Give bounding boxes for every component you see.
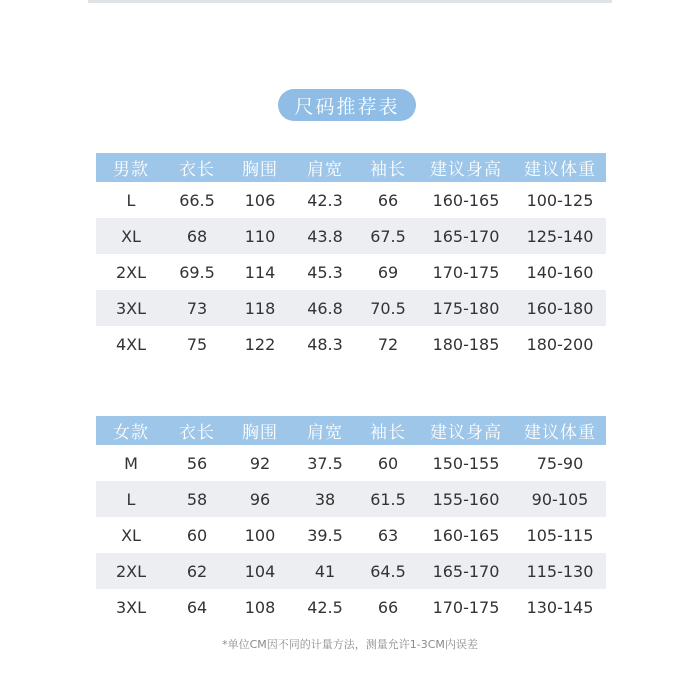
cell-height: 165-170 (418, 218, 514, 254)
cell-chest: 100 (244, 525, 276, 545)
cell-size: XL (121, 525, 141, 545)
cell-shoulder: 46.8 (292, 290, 358, 326)
cell-shoulder: 41 (292, 553, 358, 589)
table-row (96, 445, 606, 481)
cell-sleeve: 61.5 (358, 481, 418, 517)
cell-sleeve: 66 (377, 190, 399, 210)
column-shoulder: 肩宽 (292, 153, 358, 182)
women-size-table (96, 416, 606, 625)
cell-length: 64 (186, 597, 208, 617)
cell-size: XL (96, 218, 166, 254)
column-chest: 胸围 (228, 416, 292, 445)
cell-size: 3XL (96, 290, 166, 326)
cell-shoulder: 42.5 (307, 597, 343, 617)
column-weight: 建议体重 (514, 416, 606, 445)
cell-size: 4XL (115, 334, 147, 354)
column-length: 衣长 (166, 153, 228, 182)
table-header-row (96, 416, 606, 445)
table-row (96, 254, 606, 290)
cell-weight: 115-130 (514, 553, 606, 589)
column-chest: 胸围 (228, 153, 292, 182)
column-height: 建议身高 (418, 153, 514, 182)
cell-chest: 122 (244, 334, 276, 354)
cell-sleeve: 70.5 (358, 290, 418, 326)
table-row (96, 481, 606, 517)
men-size-table (96, 153, 606, 362)
cell-height: 170-175 (432, 597, 500, 617)
cell-chest: 106 (244, 190, 276, 210)
cell-length: 69.5 (179, 262, 215, 282)
column-length: 衣长 (166, 416, 228, 445)
cell-length: 73 (166, 290, 228, 326)
column-weight: 建议体重 (514, 153, 606, 182)
cell-length: 62 (166, 553, 228, 589)
cell-weight: 100-125 (526, 190, 594, 210)
cell-size: L (126, 190, 136, 210)
cell-weight: 105-115 (526, 525, 594, 545)
cell-length: 56 (186, 453, 208, 473)
women-category-label: 女款 (96, 416, 166, 445)
table-row (96, 553, 606, 589)
cell-weight: 160-180 (514, 290, 606, 326)
cell-chest: 104 (228, 553, 292, 589)
cell-shoulder: 38 (292, 481, 358, 517)
cell-sleeve: 64.5 (358, 553, 418, 589)
cell-height: 155-160 (418, 481, 514, 517)
cell-shoulder: 43.8 (292, 218, 358, 254)
column-height: 建议身高 (418, 416, 514, 445)
cell-length: 58 (166, 481, 228, 517)
cell-height: 170-175 (432, 262, 500, 282)
table-row (96, 218, 606, 254)
cell-sleeve: 66 (377, 597, 399, 617)
cell-shoulder: 45.3 (307, 262, 343, 282)
cell-height: 150-155 (432, 453, 500, 473)
cell-shoulder: 39.5 (307, 525, 343, 545)
cell-shoulder: 37.5 (307, 453, 343, 473)
cell-size: L (96, 481, 166, 517)
cell-size: M (124, 453, 138, 473)
table-row (96, 182, 606, 218)
cell-length: 66.5 (179, 190, 215, 210)
column-sleeve: 袖长 (358, 153, 418, 182)
table-row (96, 290, 606, 326)
cell-height: 160-165 (432, 190, 500, 210)
cell-height: 175-180 (418, 290, 514, 326)
cell-chest: 118 (228, 290, 292, 326)
cell-height: 180-185 (432, 334, 500, 354)
cell-size: 2XL (115, 262, 147, 282)
table-row (96, 589, 606, 625)
cell-sleeve: 72 (377, 334, 399, 354)
cell-chest: 108 (244, 597, 276, 617)
cell-chest: 92 (249, 453, 271, 473)
cell-size: 3XL (115, 597, 147, 617)
cell-length: 60 (186, 525, 208, 545)
cell-length: 75 (186, 334, 208, 354)
cell-shoulder: 42.3 (307, 190, 343, 210)
top-divider (88, 0, 612, 3)
cell-shoulder: 48.3 (307, 334, 343, 354)
cell-size: 2XL (96, 553, 166, 589)
cell-sleeve: 67.5 (358, 218, 418, 254)
cell-weight: 140-160 (526, 262, 594, 282)
cell-chest: 110 (228, 218, 292, 254)
table-header-row (96, 153, 606, 182)
column-shoulder: 肩宽 (292, 416, 358, 445)
cell-weight: 90-105 (514, 481, 606, 517)
table-row (96, 517, 606, 553)
cell-sleeve: 60 (377, 453, 399, 473)
cell-weight: 125-140 (514, 218, 606, 254)
cell-weight: 180-200 (526, 334, 594, 354)
cell-chest: 114 (244, 262, 276, 282)
measurement-footnote: *单位CM因不同的计量方法，测量允许1-3CM内误差 (222, 638, 478, 651)
cell-weight: 130-145 (526, 597, 594, 617)
cell-sleeve: 63 (377, 525, 399, 545)
cell-sleeve: 69 (377, 262, 399, 282)
cell-height: 165-170 (418, 553, 514, 589)
cell-height: 160-165 (432, 525, 500, 545)
cell-weight: 75-90 (536, 453, 584, 473)
men-category-label: 男款 (96, 153, 166, 182)
cell-chest: 96 (228, 481, 292, 517)
page-title: 尺码推荐表 (278, 89, 416, 121)
table-row (96, 326, 606, 362)
cell-length: 68 (166, 218, 228, 254)
column-sleeve: 袖长 (358, 416, 418, 445)
